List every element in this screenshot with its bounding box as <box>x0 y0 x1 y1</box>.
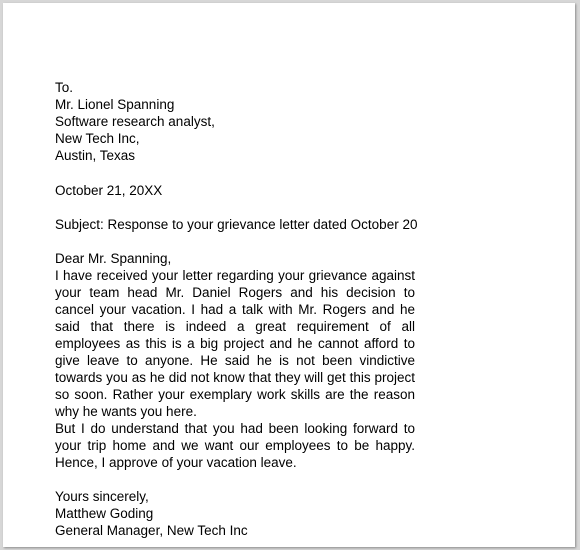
letter-salutation: Dear Mr. Spanning, <box>55 251 172 266</box>
letter-date: October 21, 20XX <box>55 183 163 198</box>
recipient-location: Austin, Texas <box>55 148 136 163</box>
signer-title: General Manager, New Tech Inc <box>55 523 248 538</box>
body-paragraph-1: I have received your letter regarding your grievance against your team head Mr. Daniel Rogers and his decision to cancel your vacation. I had a talk with Mr. Rogers and he said that there is indeed a great requirement of all employees as this is a big project and he cannot afford to give leave to anyone. He said he is not been vindictive towards you as he did not know that they will get this project so soon. Rather your exemplary work skills are the reason why he wants you here. <box>55 268 415 419</box>
letter-subject: Subject: Response to your grievance letter dated October 20 <box>55 217 418 232</box>
closing: Yours sincerely, <box>55 489 149 504</box>
recipient-title: Software research analyst, <box>55 114 215 129</box>
recipient-name: Mr. Lionel Spanning <box>55 97 175 112</box>
signature-block <box>55 488 415 539</box>
body-paragraph-2: But I do understand that you had been looking forward to your trip home and we want our employees to be happy. Hence, I approve of your vacation leave. <box>55 421 415 470</box>
recipient-company: New Tech Inc, <box>55 131 140 146</box>
letter-page <box>3 3 575 547</box>
letter-content <box>55 79 418 539</box>
signer-name: Matthew Goding <box>55 506 154 521</box>
recipient-block <box>55 79 415 164</box>
recipient-to-line: To. <box>55 80 74 95</box>
